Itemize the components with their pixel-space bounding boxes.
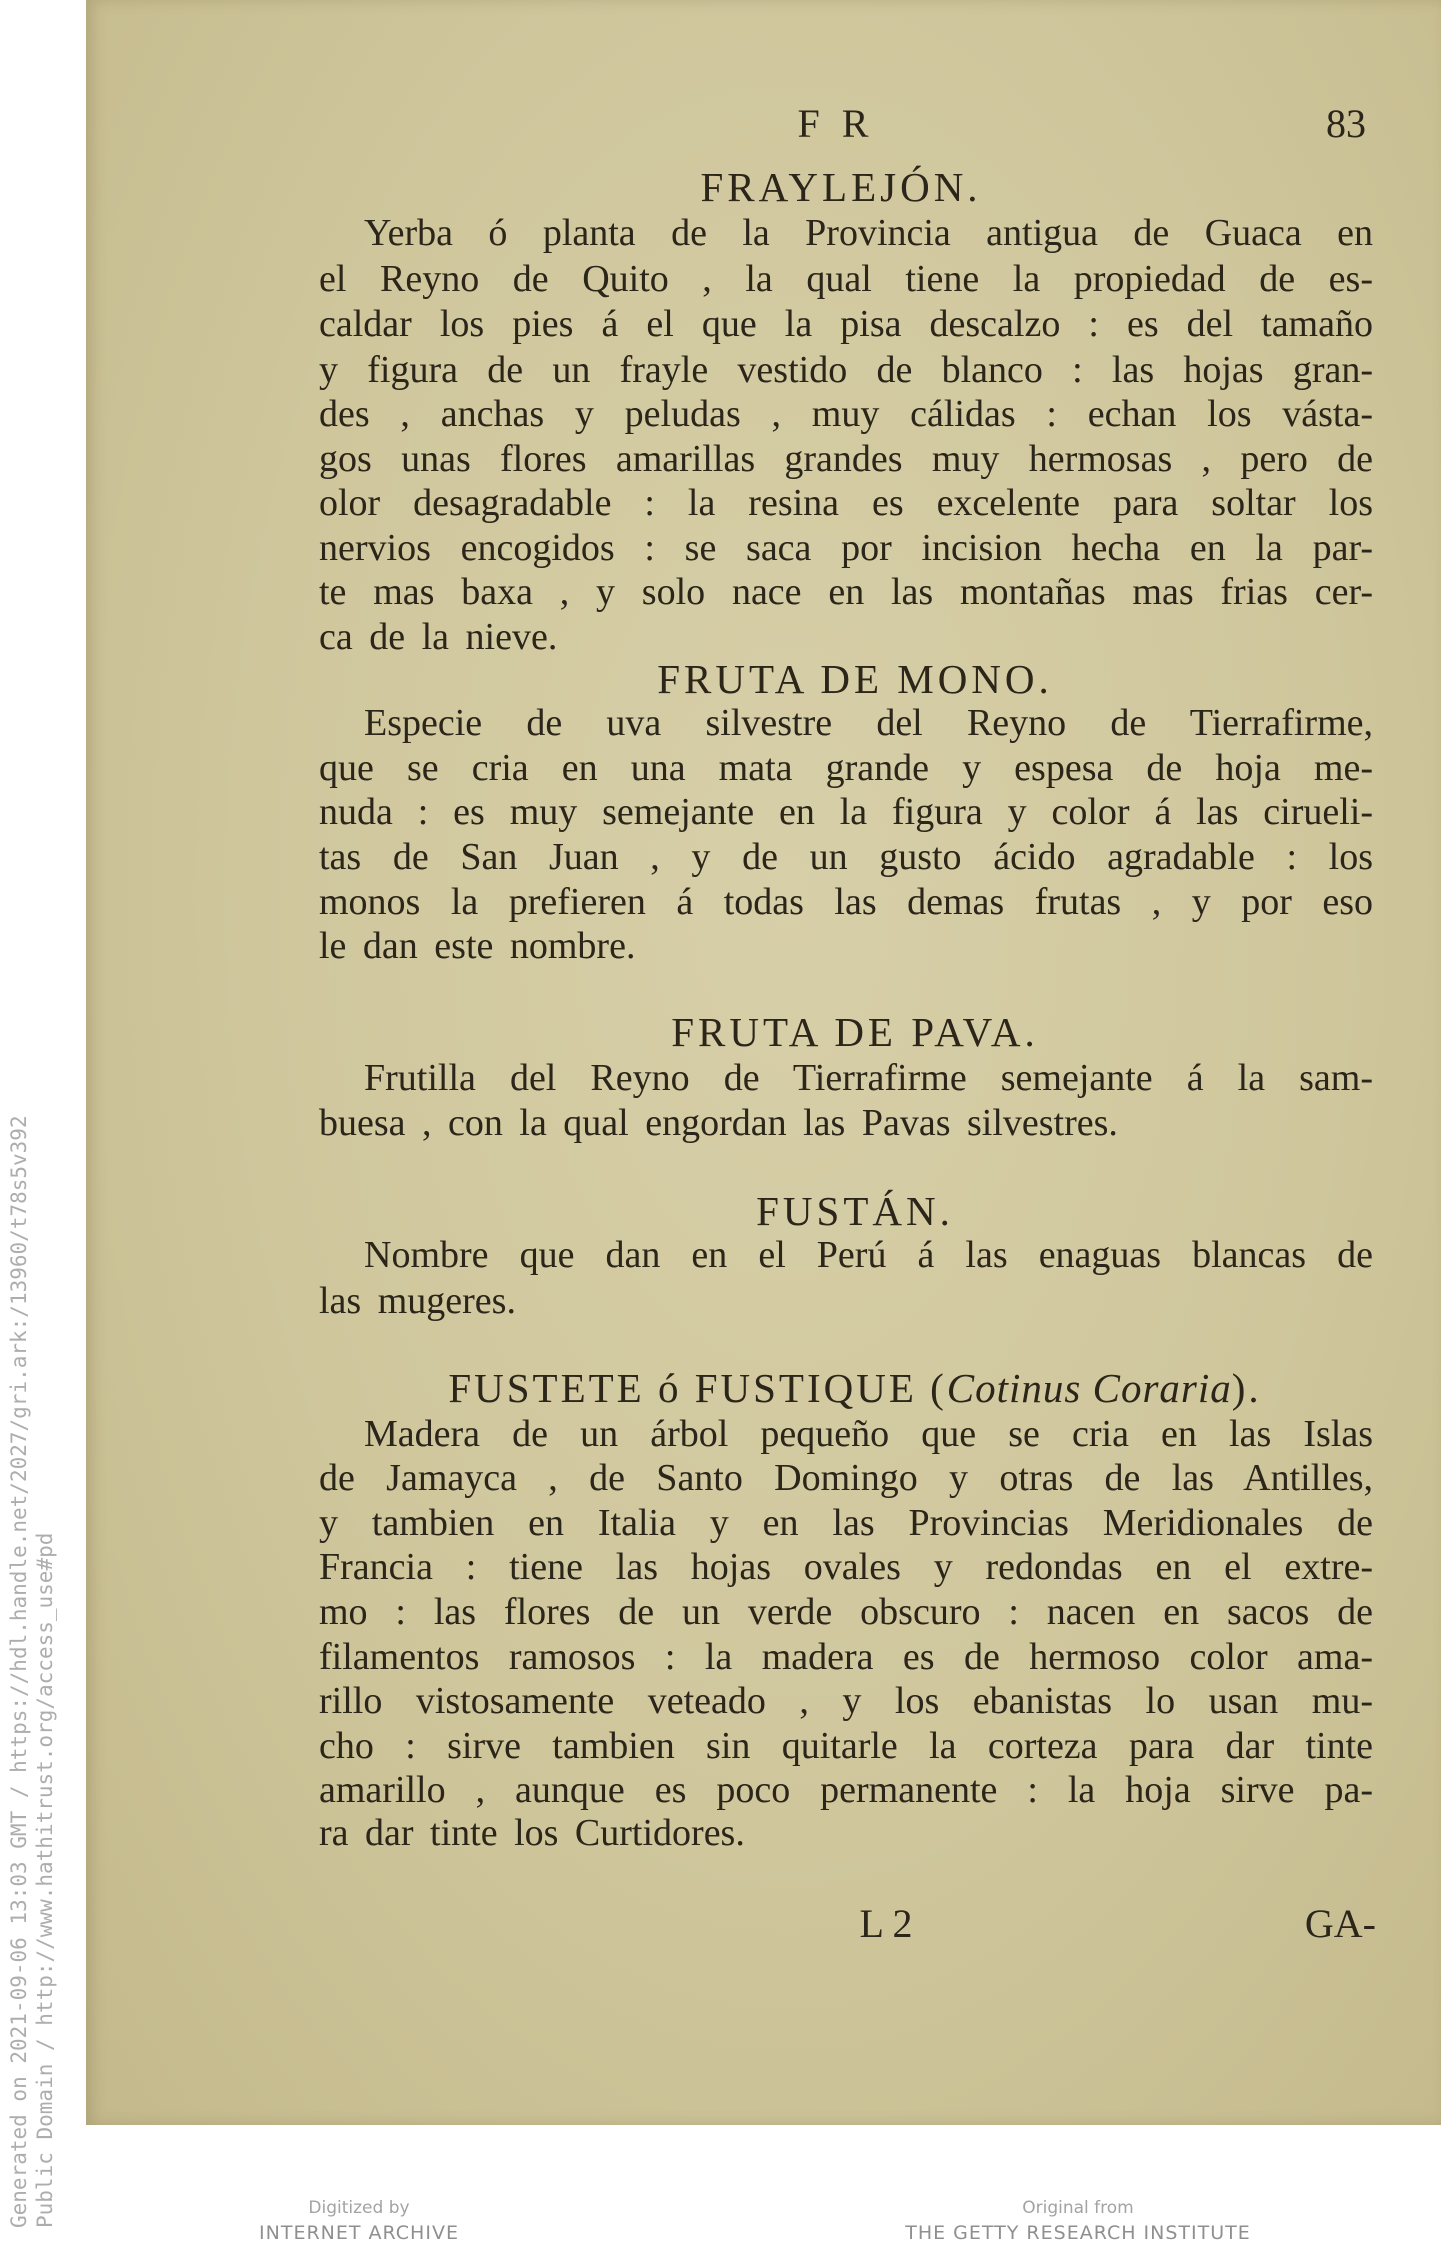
page-number: 83 — [1326, 101, 1366, 146]
entry-title: FRUTA DE PAVA. — [671, 1009, 1039, 1055]
original-label: Original from — [1022, 2198, 1134, 2218]
original-from-credit — [858, 2196, 1298, 2246]
text-line: olor desagradable : la resina es excelente para soltar los — [319, 482, 1373, 524]
text-line: y tambien en Italia y en las Provincias Meridionales de — [319, 1502, 1373, 1544]
catchword: GA- — [1304, 1901, 1376, 1946]
running-head: F R — [797, 101, 875, 146]
rights-notice-line: Public Domain / http://www.hathitrust.org/access_use#pd — [33, 1532, 57, 2228]
text-line: que se cria en una mata grande y espesa de hoja me- — [319, 747, 1373, 789]
digitizer-name: INTERNET ARCHIVE — [259, 2222, 459, 2244]
scientific-name: Cotinus Coraria — [946, 1365, 1232, 1411]
signature-mark: L 2 — [859, 1901, 913, 1946]
text-line: mo : las flores de un verde obscuro : nacen en sacos de — [319, 1591, 1373, 1633]
text-line: amarillo , aunque es poco permanente : la hoja sirve pa- — [319, 1769, 1373, 1811]
digitized-by-credit — [209, 2196, 509, 2246]
text-line: las mugeres. — [319, 1280, 516, 1322]
access-notice — [6, 1115, 58, 2228]
text-line: de Jamayca , de Santo Domingo y otras de las Antilles, — [319, 1457, 1373, 1499]
text-line: ra dar tinte los Curtidores. — [319, 1812, 745, 1854]
digitized-label: Digitized by — [308, 2198, 410, 2218]
text-line: filamentos ramosos : la madera es de hermoso color ama- — [319, 1636, 1373, 1678]
text-line: te mas baxa , y solo nace en las montañas mas frias cer- — [319, 571, 1373, 613]
generated-notice-line: Generated on 2021-09-06 13:03 GMT / https://hdl.handle.net/2027/gri.ark:/13960/t78s5v392 — [7, 1115, 31, 2228]
text-line: Yerba ó planta de la Provincia antigua de Guaca en — [364, 212, 1373, 254]
text-line: ca de la nieve. — [319, 616, 558, 658]
entry-title-text: FUSTETE ó FUSTIQUE ( — [448, 1365, 947, 1411]
text-line: tas de San Juan , y de un gusto ácido agradable : los — [319, 836, 1373, 878]
text-line: cho : sirve tambien sin quitarle la corteza para dar tinte — [319, 1725, 1373, 1767]
text-line: Frutilla del Reyno de Tierrafirme semejante á la sam- — [364, 1057, 1373, 1099]
text-line: nuda : es muy semejante en la figura y color á las cirueli- — [319, 791, 1373, 833]
text-line: des , anchas y peludas , muy cálidas : echan los vásta- — [319, 393, 1373, 435]
institution-name: THE GETTY RESEARCH INSTITUTE — [905, 2222, 1251, 2244]
text-line: el Reyno de Quito , la qual tiene la propiedad de es- — [319, 258, 1373, 300]
text-line: rillo vistosamente veteado , y los ebanistas lo usan mu- — [319, 1680, 1373, 1722]
text-line: Madera de un árbol pequeño que se cria en las Islas — [364, 1413, 1373, 1455]
text-line: y figura de un frayle vestido de blanco : las hojas gran- — [319, 349, 1373, 391]
entry-title: FUSTÁN. — [756, 1188, 954, 1234]
scanned-page — [86, 0, 1441, 2125]
text-line: nervios encogidos : se saca por incision hecha en la par- — [319, 527, 1373, 569]
text-line: Francia : tiene las hojas ovales y redondas en el extre- — [319, 1546, 1373, 1588]
text-line: caldar los pies á el que la pisa descalzo : es del tamaño — [319, 303, 1373, 345]
entry-title-end: ). — [1231, 1365, 1262, 1411]
entry-title — [328, 1364, 1382, 1412]
text-line: monos la prefieren á todas las demas frutas , y por eso — [319, 881, 1373, 923]
entry-title: FRAYLEJÓN. — [700, 164, 982, 210]
text-line: gos unas flores amarillas grandes muy hermosas , pero de — [319, 438, 1373, 480]
text-line: Nombre que dan en el Perú á las enaguas blancas de — [364, 1234, 1373, 1276]
text-line: buesa , con la qual engordan las Pavas silvestres. — [319, 1102, 1118, 1144]
text-line: le dan este nombre. — [319, 925, 636, 967]
text-line: Especie de uva silvestre del Reyno de Tierrafirme, — [364, 702, 1373, 744]
entry-title: FRUTA DE MONO. — [657, 656, 1053, 702]
